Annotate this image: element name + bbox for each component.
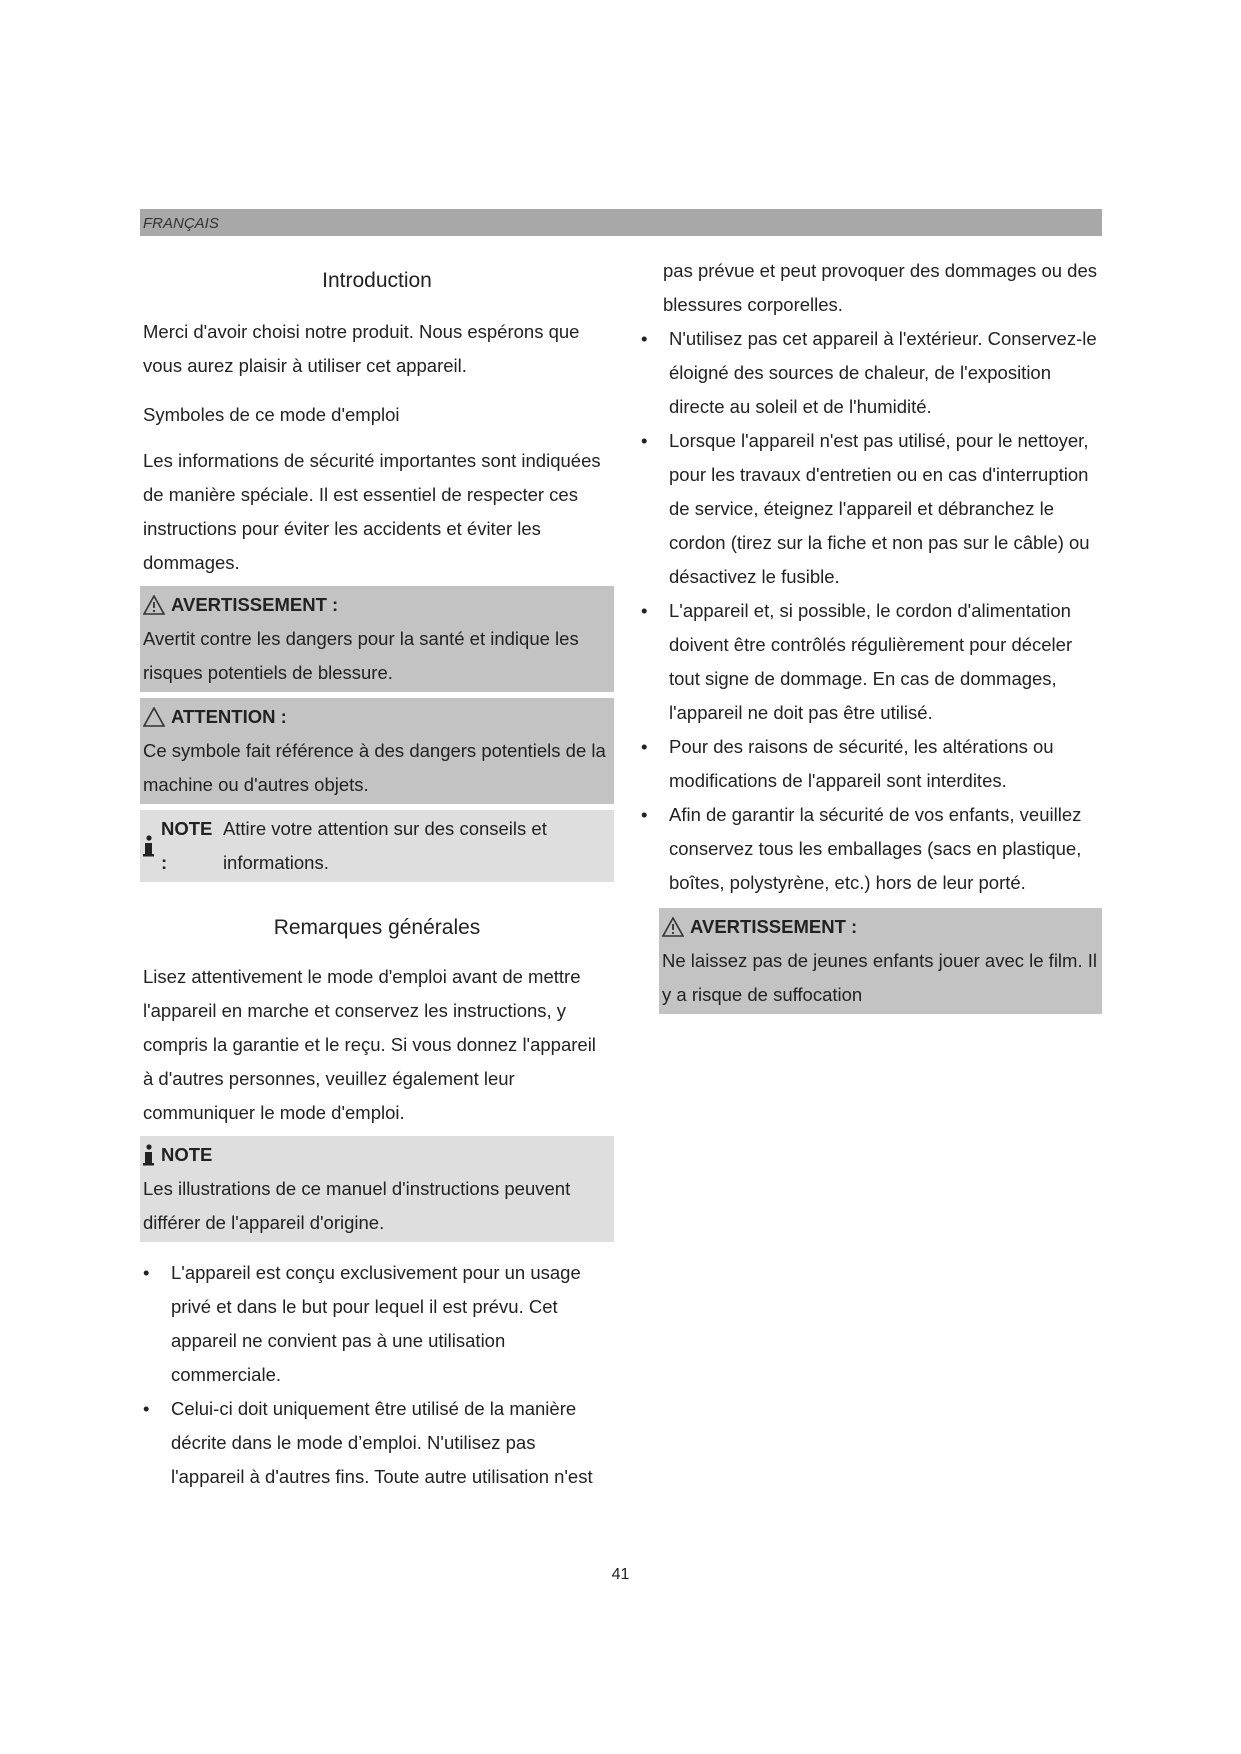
list-item: • Pour des raisons de sécurité, les altérations ou modifications de l'appareil sont interdites. (641, 730, 1102, 798)
symbols-heading: Symboles de ce mode d'emploi (143, 404, 400, 425)
left-bullet-list (143, 1256, 611, 1494)
language-label: FRANÇAIS (143, 215, 219, 232)
attention-label: ATTENTION : (171, 706, 287, 727)
note-text: Attire votre attention sur des conseils et informations. (222, 818, 547, 873)
warning-text: Ne laissez pas de jeunes enfants jouer avec le film. Il y a risque de suffocation (662, 950, 1097, 1005)
attention-triangle-icon (143, 707, 165, 727)
intro-heading: Introduction (322, 269, 432, 292)
list-item: • Celui-ci doit uniquement être utilisé de la manière décrite dans le mode d’emploi. N'utilisez pas l'appareil à d'autres fins. Toute autre utilisation n'est (143, 1392, 611, 1494)
list-item: • L'appareil et, si possible, le cordon d'alimentation doivent être contrôlés régulièrement pour déceler tout signe de dommage. En cas de dommages, l'appareil ne doit pas être utilisé. (641, 594, 1102, 730)
general-heading: Remarques générales (273, 916, 481, 939)
list-item: • Lorsque l'appareil n'est pas utilisé, pour le nettoyer, pour les travaux d'entretien ou en cas d'interruption de service, éteignez l'appareil et débranchez le cordon (tirez sur la fiche et non pas sur le câble) ou désactivez le fusible. (641, 424, 1102, 594)
continuation-text: pas prévue et peut provoquer des dommages ou des blessures corporelles. (663, 260, 1098, 315)
warning-triangle-icon (662, 917, 684, 937)
info-icon (143, 835, 155, 857)
note2-box (140, 1136, 614, 1242)
list-item: • L'appareil est conçu exclusivement pour un usage privé et dans le but pour lequel il est prévu. Cet appareil ne convient pas à une utilisation commerciale. (143, 1256, 611, 1392)
note2-text: Les illustrations de ce manuel d'instructions peuvent différer de l'appareil d'origine. (143, 1178, 571, 1233)
warning-box (140, 586, 614, 692)
warning-label: AVERTISSEMENT : (690, 916, 858, 937)
left-column (143, 265, 611, 1494)
note-label: NOTE : (161, 818, 213, 873)
intro-text: Merci d'avoir choisi notre produit. Nous espérons que vous aurez plaisir à utiliser cet appareil. (143, 321, 580, 376)
symbols-text: Les informations de sécurité importantes sont indiquées de manière spéciale. Il est essentiel de respecter ces instructions pour éviter les accidents et éviter les dommages. (143, 450, 601, 573)
right-column (641, 254, 1102, 1020)
attention-text: Ce symbole fait référence à des dangers potentiels de la machine ou d'autres objets. (143, 740, 606, 795)
list-item: • Afin de garantir la sécurité de vos enfants, veuillez conservez tous les emballages (sacs en plastique, boîtes, polystyrène, etc.) hors de leur porté. (641, 798, 1102, 900)
warning-box-children (659, 908, 1102, 1014)
attention-box (140, 698, 614, 804)
language-header-bar (140, 209, 1102, 236)
general-text: Lisez attentivement le mode d'emploi avant de mettre l'appareil en marche et conservez les instructions, y compris la garantie et le reçu. Si vous donnez l'appareil à d'autres personnes, veuillez également leur communiquer le mode d'emploi. (143, 966, 596, 1123)
right-bullet-list (641, 322, 1102, 900)
warning-label: AVERTISSEMENT : (171, 594, 339, 615)
info-icon (143, 1144, 155, 1166)
note-box (140, 810, 614, 882)
note2-label: NOTE (161, 1144, 213, 1165)
warning-text: Avertit contre les dangers pour la santé et indique les risques potentiels de blessure. (143, 628, 579, 683)
warning-triangle-icon (143, 595, 165, 615)
list-item: • N'utilisez pas cet appareil à l'extérieur. Conservez-le éloigné des sources de chaleur, de l'exposition directe au soleil et de l'humidité. (641, 322, 1102, 424)
page-number: 41 (611, 1566, 630, 1583)
